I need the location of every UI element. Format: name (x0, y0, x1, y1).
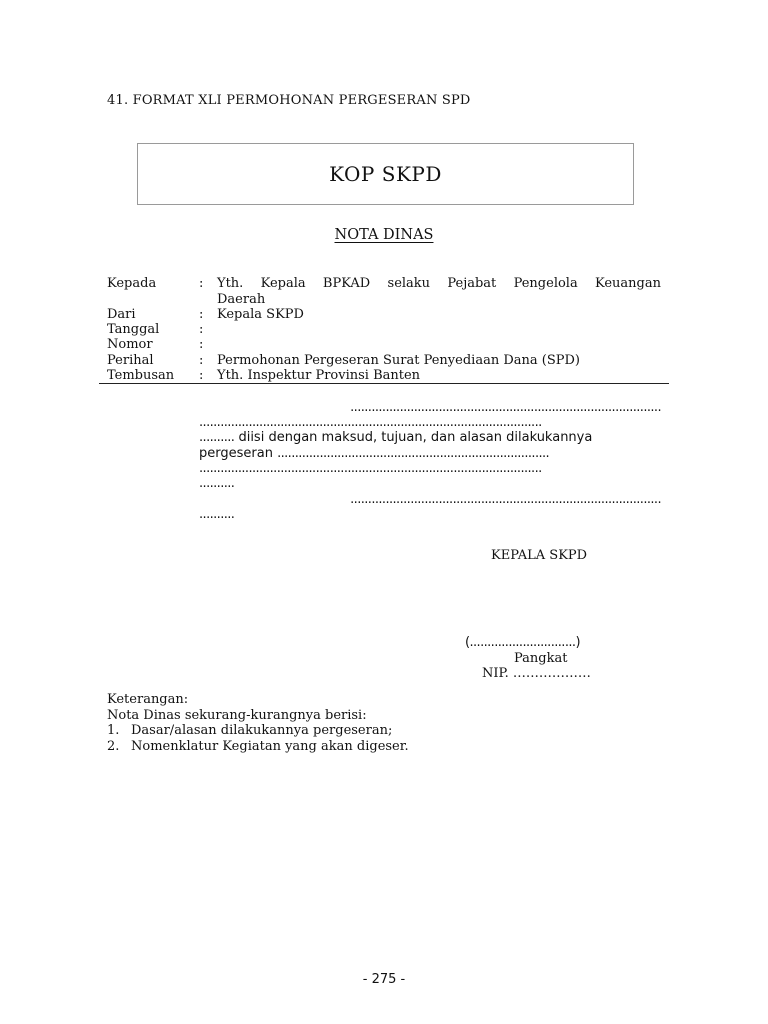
field-colon: : (199, 307, 204, 322)
body-line (199, 446, 661, 461)
field-label-nomor: Nomor (107, 337, 153, 352)
body-dots: .......... (199, 430, 235, 445)
notes-item: Nomenklatur Kegiatan yang akan digeser. (131, 739, 409, 754)
signature-title: KEPALA SKPD (491, 548, 588, 563)
notes-intro: Nota Dinas sekurang-kurangnya berisi: (107, 708, 367, 723)
letterhead-text: KOP SKPD (329, 162, 442, 186)
body-instruction: diisi dengan maksud, tujuan, dan alasan dilakukannya (234, 430, 593, 445)
signature-nip: NIP. ……………… (482, 666, 591, 681)
field-value-kepada-cont: Daerah (217, 292, 266, 307)
field-value-kepada: Yth. Kepala BPKAD selaku Pejabat Pengelola Keuangan (217, 276, 661, 291)
document-heading: 41. FORMAT XLI PERMOHONAN PERGESERAN SPD (107, 93, 471, 108)
page-number: - 275 - (362, 972, 406, 987)
field-colon: : (199, 337, 204, 352)
body-line: .......... (199, 507, 235, 522)
field-colon: : (199, 322, 204, 337)
field-colon: : (199, 276, 204, 291)
body-word: pergeseran (199, 446, 278, 461)
notes-title: Keterangan: (107, 692, 189, 707)
body-line: ........................................................................................ (350, 400, 661, 415)
field-label-tembusan: Tembusan (107, 368, 175, 383)
body-line: ........................................................................................ (350, 492, 661, 507)
body-line (199, 430, 661, 445)
field-label-dari: Dari (107, 307, 136, 322)
field-label-tanggal: Tanggal (107, 322, 160, 337)
memo-title: NOTA DINAS (334, 227, 434, 243)
notes-item: Dasar/alasan dilakukannya pergeseran; (131, 723, 393, 738)
field-value-perihal: Permohonan Pergeseran Surat Penyediaan Dana (SPD) (217, 353, 580, 368)
signature-rank: Pangkat (514, 651, 568, 666)
field-value-tembusan: Yth. Inspektur Provinsi Banten (217, 368, 421, 383)
body-dots: ............................................................................. (277, 446, 550, 461)
header-divider (99, 383, 669, 384)
signature-name: (..............................) (465, 635, 580, 650)
field-value-dari: Kepala SKPD (217, 307, 304, 322)
field-colon: : (199, 368, 204, 383)
body-line: ................................................................................................. (199, 415, 542, 430)
body-line: .......... (199, 476, 235, 491)
notes-item-number: 1. (107, 723, 120, 738)
body-line: ................................................................................................. (199, 461, 542, 476)
field-label-perihal: Perihal (107, 353, 154, 368)
field-colon: : (199, 353, 204, 368)
field-label-kepada: Kepada (107, 276, 157, 291)
notes-item-number: 2. (107, 739, 120, 754)
letterhead-box (137, 143, 634, 205)
